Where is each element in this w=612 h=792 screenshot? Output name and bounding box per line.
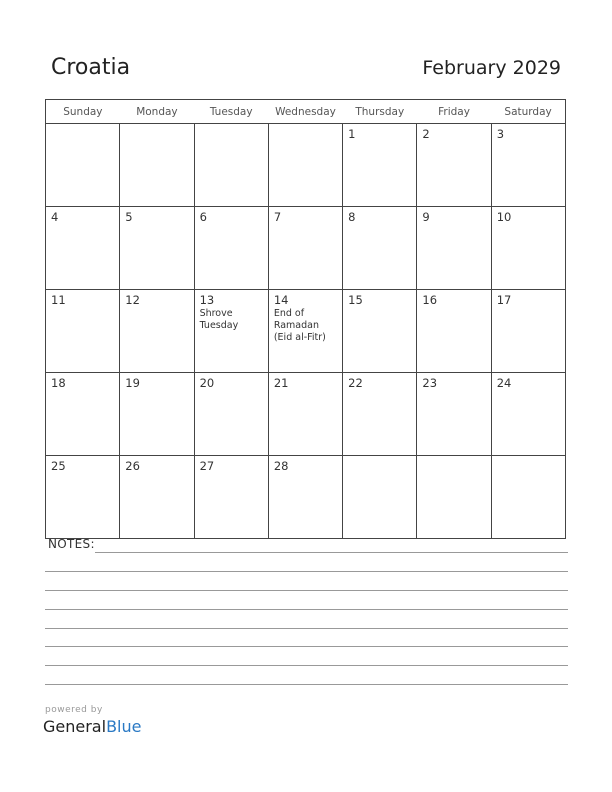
note-line[interactable] [45, 590, 568, 591]
day-number: 24 [496, 376, 512, 390]
day-number: 28 [273, 459, 289, 473]
brand-part-general: General [43, 717, 107, 736]
brand-logo [43, 717, 141, 736]
day-number: 2 [422, 127, 430, 141]
day-cell[interactable] [268, 456, 342, 539]
day-number: 18 [51, 376, 66, 390]
week-row [46, 373, 566, 456]
day-cell[interactable] [268, 207, 342, 290]
day-cell[interactable] [491, 373, 565, 456]
weekday-sunday: Sunday [46, 100, 120, 124]
day-cell[interactable] [491, 207, 565, 290]
holiday-event: Shrove Tuesday [199, 308, 239, 331]
day-cell[interactable] [417, 373, 491, 456]
day-cell[interactable] [417, 124, 491, 207]
day-number: 6 [199, 210, 207, 224]
day-cell[interactable] [46, 373, 120, 456]
day-cell[interactable] [194, 207, 268, 290]
day-number: 14 [273, 293, 289, 307]
day-number: 9 [422, 210, 430, 224]
day-cell[interactable] [343, 207, 417, 290]
day-number: 21 [273, 376, 289, 390]
empty-day-cell[interactable] [268, 124, 342, 207]
day-cell[interactable] [120, 207, 194, 290]
day-number: 20 [199, 376, 215, 390]
day-cell[interactable] [120, 456, 194, 539]
weekday-tuesday: Tuesday [194, 100, 268, 124]
day-number: 19 [125, 376, 140, 390]
empty-day-cell[interactable] [194, 124, 268, 207]
weekday-thursday: Thursday [343, 100, 417, 124]
country-title: Croatia [51, 55, 131, 80]
weekday-friday: Friday [417, 100, 491, 124]
powered-by-text: powered by [45, 705, 103, 715]
day-number: 5 [125, 210, 133, 224]
day-cell[interactable] [46, 290, 120, 373]
weekday-saturday: Saturday [491, 100, 565, 124]
day-cell[interactable] [343, 124, 417, 207]
brand-part-blue: Blue [106, 717, 142, 736]
day-cell[interactable] [46, 207, 120, 290]
day-cell[interactable] [491, 124, 565, 207]
day-number: 10 [496, 210, 512, 224]
day-number: 23 [422, 376, 438, 390]
day-number: 4 [51, 210, 59, 224]
notes-label: NOTES: [48, 537, 95, 551]
holiday-event: End of Ramadan (Eid al-Fitr) [273, 308, 326, 343]
day-number: 27 [199, 459, 215, 473]
day-cell[interactable] [491, 290, 565, 373]
note-line[interactable] [95, 552, 568, 553]
month-title: February 2029 [422, 57, 561, 79]
day-cell[interactable] [417, 207, 491, 290]
day-number: 12 [125, 293, 140, 307]
note-line[interactable] [45, 571, 568, 572]
note-line[interactable] [45, 665, 568, 666]
day-number: 11 [51, 293, 66, 307]
empty-day-cell[interactable] [120, 124, 194, 207]
day-cell[interactable] [268, 373, 342, 456]
day-cell[interactable] [46, 456, 120, 539]
day-cell[interactable] [343, 290, 417, 373]
day-cell[interactable] [417, 290, 491, 373]
weekday-monday: Monday [120, 100, 194, 124]
day-number: 22 [348, 376, 363, 390]
day-number: 15 [348, 293, 363, 307]
note-line[interactable] [45, 646, 568, 647]
day-cell[interactable] [194, 456, 268, 539]
week-row [46, 124, 566, 207]
note-line[interactable] [45, 609, 568, 610]
week-row [46, 456, 566, 539]
weekday-header-row [46, 100, 566, 124]
week-row [46, 290, 566, 373]
empty-day-cell[interactable] [46, 124, 120, 207]
day-number: 17 [496, 293, 512, 307]
day-number: 7 [273, 210, 282, 224]
day-cell[interactable] [194, 373, 268, 456]
day-cell[interactable] [268, 290, 342, 373]
day-number: 26 [125, 459, 140, 473]
note-line[interactable] [45, 628, 568, 629]
day-number: 8 [348, 210, 356, 224]
calendar-grid [45, 99, 566, 539]
empty-day-cell[interactable] [417, 456, 491, 539]
note-line[interactable] [45, 684, 568, 685]
day-number: 16 [422, 293, 438, 307]
day-number: 25 [51, 459, 66, 473]
day-number: 13 [199, 293, 215, 307]
day-number: 3 [496, 127, 505, 141]
day-number: 1 [348, 127, 356, 141]
day-cell[interactable] [343, 373, 417, 456]
day-cell[interactable] [194, 290, 268, 373]
weekday-wednesday: Wednesday [268, 100, 342, 124]
empty-day-cell[interactable] [343, 456, 417, 539]
week-row [46, 207, 566, 290]
day-cell[interactable] [120, 290, 194, 373]
day-cell[interactable] [120, 373, 194, 456]
empty-day-cell[interactable] [491, 456, 565, 539]
